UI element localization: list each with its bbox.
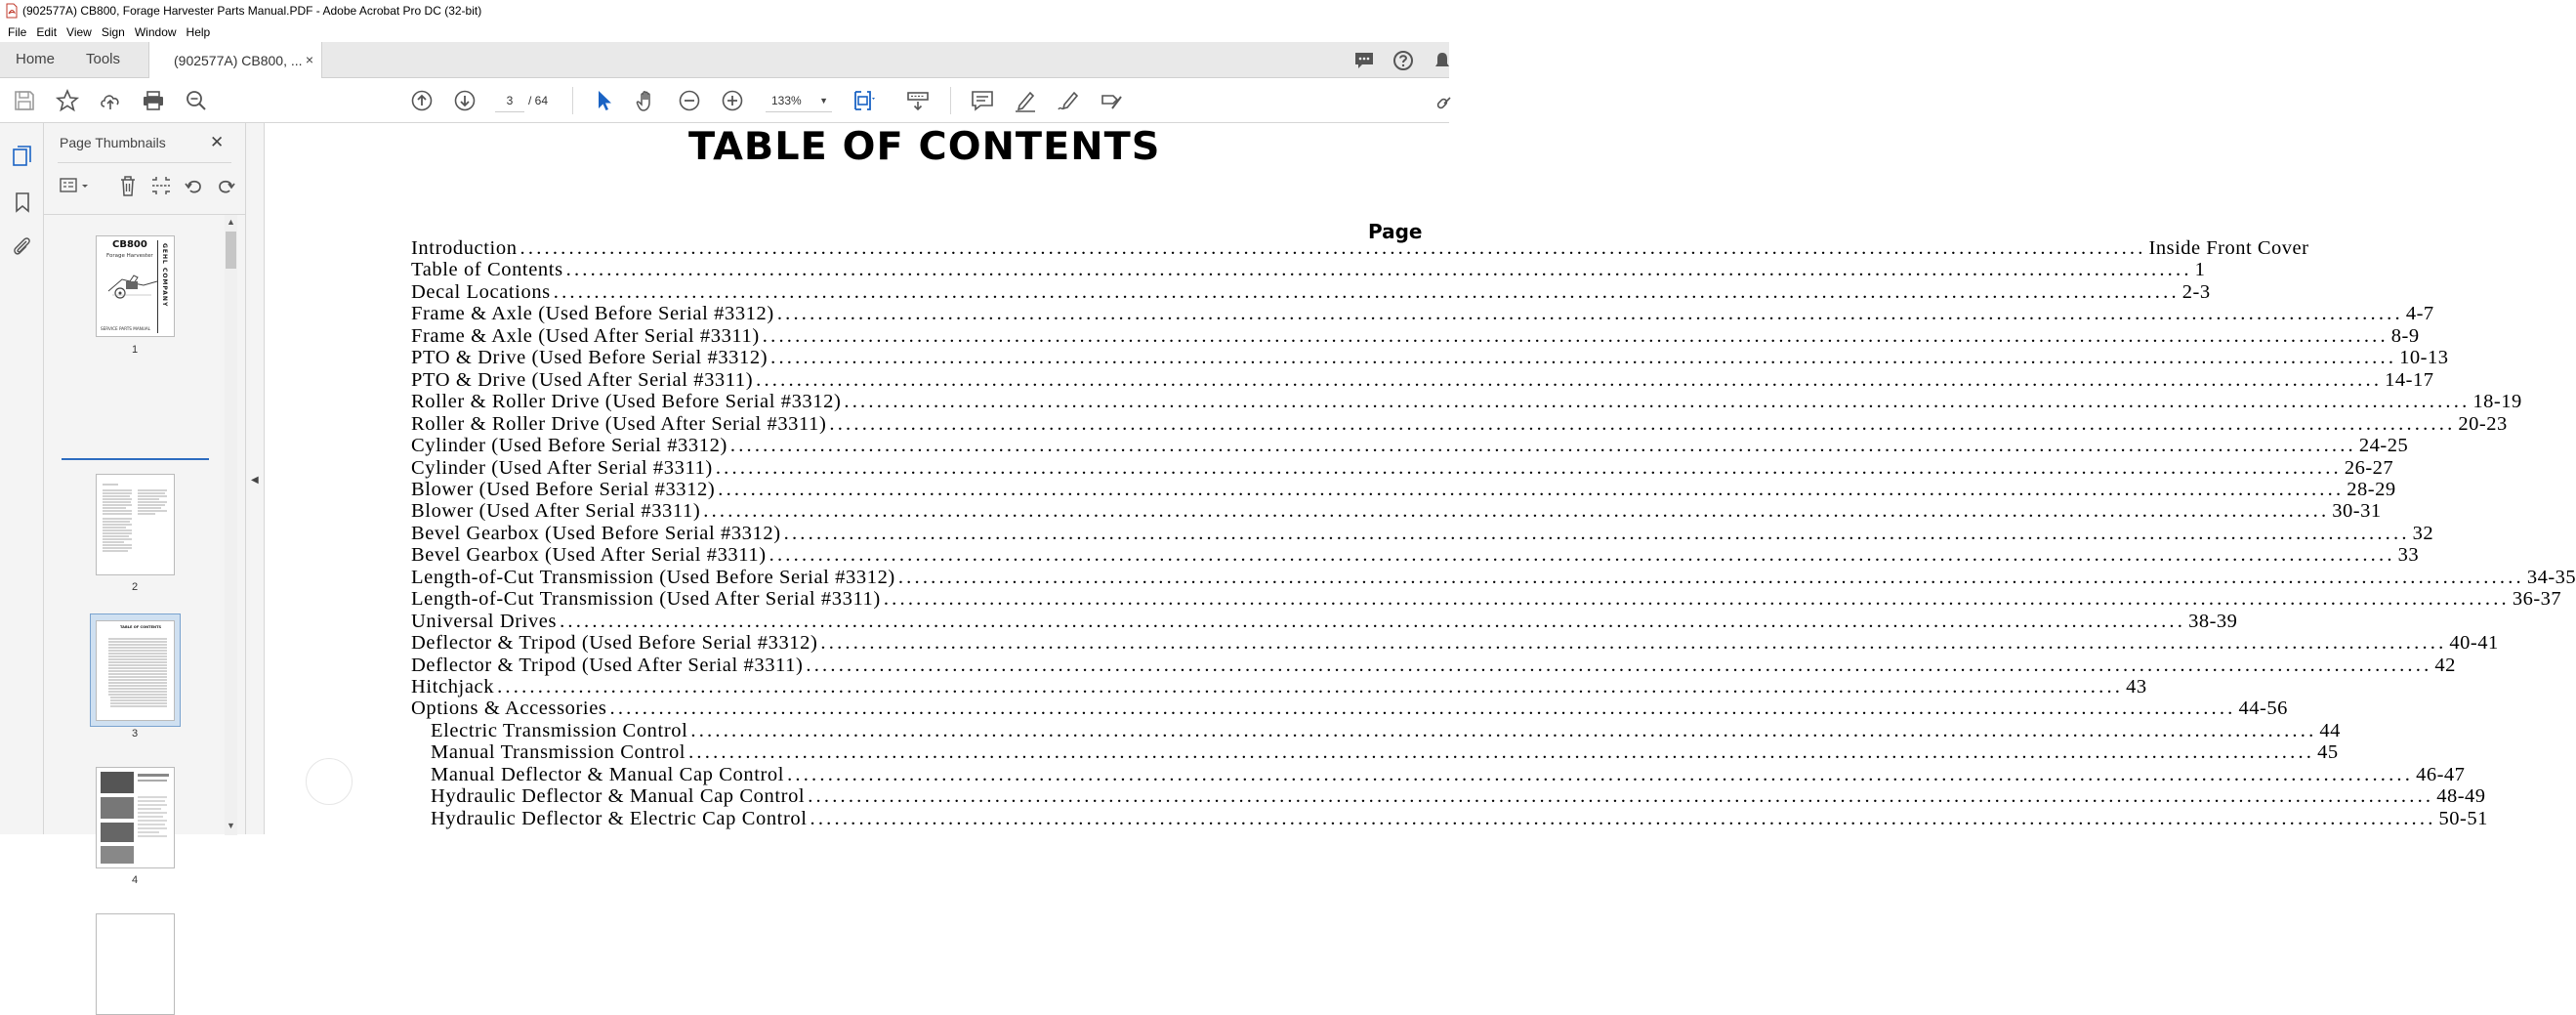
hand-tool-icon[interactable] xyxy=(635,89,658,112)
thumb-page-text-lines xyxy=(97,475,174,574)
toc-entry-title: Decal Locations xyxy=(411,280,551,303)
toc-entry-title: Frame & Axle (Used After Serial #3311) xyxy=(411,324,760,347)
toc-entry-page: 40-41 xyxy=(2449,632,2499,655)
thumb-photo-page xyxy=(97,768,174,867)
toc-entry-title: Table of Contents xyxy=(411,259,563,281)
main-toolbar xyxy=(0,78,1449,123)
acrobat-app-icon xyxy=(6,4,18,18)
toc-entry-title: Blower (Used After Serial #3311) xyxy=(411,500,701,523)
toc-entry-title: PTO & Drive (Used After Serial #3311) xyxy=(411,368,754,391)
window-title: (902577A) CB800, Forage Harvester Parts Manual.PDF - Adobe Acrobat Pro DC (32-bit) xyxy=(22,4,482,18)
toc-entry[interactable] xyxy=(411,544,2420,567)
toc-entry-title: Cylinder (Used After Serial #3311) xyxy=(411,456,713,479)
toc-entry[interactable] xyxy=(411,435,2409,457)
thumbnail-label: 2 xyxy=(131,581,139,593)
previous-page-icon[interactable] xyxy=(410,89,434,112)
page-display-icon[interactable] xyxy=(852,89,875,112)
upload-cloud-icon[interactable] xyxy=(99,89,122,112)
toc-leader-dots: ........................................................................................................................................................................................................ xyxy=(806,654,2432,676)
toc-entry-page: 44-56 xyxy=(2238,698,2288,720)
page-thumbnails-icon[interactable] xyxy=(11,145,34,168)
window-titlebar xyxy=(0,0,1449,21)
toc-entry-title: Hydraulic Deflector & Manual Cap Control xyxy=(431,785,806,808)
toc-entry-title: Introduction xyxy=(411,237,518,259)
toc-leader-dots: ........................................................................................................................................................................................................ xyxy=(783,522,2410,544)
page-column-label: Page xyxy=(1368,220,1423,243)
toc-entry-page: 2-3 xyxy=(2181,280,2211,303)
toc-leader-dots: ........................................................................................................................................................................................................ xyxy=(553,280,2180,303)
thumb-cover-footer: SERVICE PARTS MANUAL xyxy=(101,326,151,331)
toc-entry[interactable] xyxy=(431,741,2339,764)
menu-window[interactable]: Window xyxy=(134,24,177,39)
toc-entry-title: Cylinder (Used Before Serial #3312) xyxy=(411,435,727,457)
thumb-cover-subtitle: Forage Harvester xyxy=(106,253,153,259)
navigation-rail xyxy=(0,123,44,834)
page-number-input[interactable]: 3 xyxy=(495,89,524,112)
toc-entry[interactable] xyxy=(411,324,2420,348)
toc-leader-dots: ........................................................................................................................................................................................................ xyxy=(810,807,2436,829)
toc-entry[interactable] xyxy=(411,237,2309,260)
toc-leader-dots: ........................................................................................................................................................................................................ xyxy=(688,741,2315,764)
chevron-down-icon: ▼ xyxy=(819,96,828,106)
thumb-toc-heading: TABLE OF CONTENTS xyxy=(120,625,162,629)
toc-entry-page: 20-23 xyxy=(2458,412,2508,435)
scan-artifact xyxy=(306,758,353,805)
menu-help[interactable]: Help xyxy=(186,24,211,39)
tab-bar xyxy=(0,42,1449,78)
toc-entry[interactable] xyxy=(411,478,2396,501)
toc-leader-dots: ........................................................................................................................................................................................................ xyxy=(609,698,2236,720)
toc-leader-dots: ........................................................................................................................................................................................................ xyxy=(808,785,2434,808)
toc-leader-dots: ........................................................................................................................................................................................................ xyxy=(787,763,2414,785)
toc-entry[interactable] xyxy=(411,654,2456,677)
toc-entry-title: PTO & Drive (Used Before Serial #3312) xyxy=(411,347,769,369)
page-thumbnail-1[interactable] xyxy=(96,235,175,337)
zoom-level-value: 133% xyxy=(771,94,802,107)
toc-entry-title: Length-of-Cut Transmission (Used After Serial #3311) xyxy=(411,588,881,611)
toc-leader-dots: ........................................................................................................................................................................................................ xyxy=(560,610,2186,632)
insert-page-icon[interactable] xyxy=(150,175,172,196)
select-cursor-icon[interactable] xyxy=(593,89,616,112)
bookmarks-icon[interactable] xyxy=(11,190,34,214)
toc-entry-page: 42 xyxy=(2434,654,2456,676)
menu-bar xyxy=(0,21,1449,42)
toc-entry-page: 1 xyxy=(2194,259,2206,281)
toc-entry[interactable] xyxy=(411,368,2434,392)
thumbnails-list xyxy=(44,214,246,886)
toc-entry-title: Frame & Axle (Used Before Serial #3312) xyxy=(411,303,774,325)
document-heading: TABLE OF CONTENTS xyxy=(688,125,1161,169)
menu-edit[interactable]: Edit xyxy=(36,24,58,39)
tab-home[interactable]: Home xyxy=(16,51,56,67)
toc-entry[interactable] xyxy=(411,347,2449,369)
toc-entry-page: 46-47 xyxy=(2416,763,2466,785)
toc-entry-page: 34-35 xyxy=(2526,566,2576,588)
toc-entry-title: Manual Deflector & Manual Cap Control xyxy=(431,763,785,785)
toc-entry-page: 43 xyxy=(2126,676,2147,698)
toc-entry-page: 14-17 xyxy=(2385,368,2434,391)
toc-entry-page: 45 xyxy=(2317,741,2339,764)
rotate-counterclockwise-icon[interactable] xyxy=(184,175,205,196)
add-comment-icon[interactable] xyxy=(971,89,994,112)
thumbnail-label: 3 xyxy=(131,728,139,740)
toc-entry[interactable] xyxy=(431,785,2486,808)
toc-entry[interactable] xyxy=(411,632,2499,655)
toc-entry-page: 26-27 xyxy=(2344,456,2394,479)
panel-collapse-bar[interactable] xyxy=(246,123,265,834)
attachments-paperclip-icon[interactable] xyxy=(11,234,34,258)
toc-entry[interactable] xyxy=(431,807,2488,830)
document-tab-label: (902577A) CB800, ... xyxy=(174,52,303,68)
zoom-search-icon[interactable] xyxy=(185,89,208,112)
toc-entry-page: 24-25 xyxy=(2358,435,2409,457)
toc-leader-dots: ........................................................................................................................................................................................................ xyxy=(769,544,2395,567)
scroll-mode-icon[interactable] xyxy=(906,89,930,112)
close-panel-icon[interactable]: ✕ xyxy=(210,133,225,151)
toc-entry-title: Bevel Gearbox (Used Before Serial #3312) xyxy=(411,522,781,544)
toc-leader-dots: ........................................................................................................................................................................................................ xyxy=(715,456,2342,479)
toc-entry[interactable] xyxy=(411,522,2434,545)
toc-entry-title: Deflector & Tripod (Used After Serial #3311) xyxy=(411,654,804,676)
toc-entry[interactable] xyxy=(411,698,2288,720)
thumbnail-options-menu[interactable] xyxy=(59,175,92,196)
harvester-illustration xyxy=(104,270,159,301)
toc-leader-dots: ........................................................................................................................................................................................................ xyxy=(690,719,2317,741)
thumbnail-label: 1 xyxy=(131,344,139,356)
toc-entry-title: Roller & Roller Drive (Used Before Serial #3312) xyxy=(411,391,842,413)
toc-leader-dots: ........................................................................................................................................................................................................ xyxy=(776,303,2403,325)
toc-entry-page: 30-31 xyxy=(2332,500,2382,523)
delete-page-icon[interactable] xyxy=(117,175,139,196)
options-list-icon xyxy=(59,175,92,196)
toc-entry[interactable] xyxy=(411,610,2238,633)
toc-entry-page: 18-19 xyxy=(2472,391,2522,413)
toc-entry-title: Electric Transmission Control xyxy=(431,719,688,741)
tab-document[interactable] xyxy=(148,42,322,78)
print-icon[interactable] xyxy=(142,89,165,112)
draw-sign-icon[interactable] xyxy=(1057,89,1080,112)
toc-leader-dots: ........................................................................................................................................................................................................ xyxy=(497,676,2124,698)
page-thumbnail-5[interactable] xyxy=(96,913,175,1015)
zoom-level-select[interactable] xyxy=(766,89,832,112)
notifications-bell-icon[interactable] xyxy=(1432,50,1453,71)
share-link-icon[interactable] xyxy=(1435,89,1459,112)
toc-entry-title: Bevel Gearbox (Used After Serial #3311) xyxy=(411,544,767,567)
toc-entry-page: 8-9 xyxy=(2390,324,2420,347)
toc-entry[interactable] xyxy=(411,566,2576,589)
help-icon[interactable] xyxy=(1392,50,1414,71)
toc-entry-title: Hydraulic Deflector & Electric Cap Control xyxy=(431,807,808,829)
toc-entry[interactable] xyxy=(411,676,2147,698)
toc-entry-title: Blower (Used Before Serial #3312) xyxy=(411,478,716,500)
toc-entry[interactable] xyxy=(411,280,2211,304)
thumb-cover-brand: GEHL COMPANY xyxy=(161,243,168,308)
toc-entry[interactable] xyxy=(411,303,2434,325)
menu-file[interactable]: File xyxy=(8,24,27,39)
toc-entry[interactable] xyxy=(431,719,2341,742)
thumb-toc-lines xyxy=(97,621,174,720)
thumbnails-scrollbar[interactable] xyxy=(225,215,237,835)
toc-entry-page: 44 xyxy=(2319,719,2341,741)
panel-divider xyxy=(58,162,231,163)
toolbar-separator xyxy=(950,87,951,114)
toc-entry-title: Length-of-Cut Transmission (Used Before Serial #3312) xyxy=(411,566,895,588)
page-thumbnail-2[interactable] xyxy=(96,474,175,575)
toc-entry-title: Deflector & Tripod (Used Before Serial #3312) xyxy=(411,632,818,655)
toc-entry-title: Options & Accessories xyxy=(411,698,607,720)
rotate-clockwise-icon[interactable] xyxy=(215,175,236,196)
zoom-in-icon[interactable] xyxy=(721,89,744,112)
thumbnail-label: 4 xyxy=(131,874,139,886)
toc-entry[interactable] xyxy=(411,500,2382,523)
collapse-left-arrow-icon[interactable]: ◀ xyxy=(251,475,259,486)
toc-leader-dots: ........................................................................................................................................................................................................ xyxy=(756,368,2383,391)
toc-leader-dots: ........................................................................................................................................................................................................ xyxy=(770,347,2397,369)
page-total: / 64 xyxy=(528,94,549,107)
toc-entry[interactable] xyxy=(431,763,2466,786)
fill-sign-icon[interactable] xyxy=(1100,89,1123,112)
page-thumbnails-panel xyxy=(44,123,246,886)
thumb-cover-title: CB800 xyxy=(112,239,147,250)
document-view[interactable] xyxy=(265,123,2576,834)
toc-leader-dots: ........................................................................................................................................................................................................ xyxy=(703,500,2330,523)
scrollbar-thumb[interactable] xyxy=(226,232,236,269)
toc-entry-page: 28-29 xyxy=(2347,478,2396,500)
thumb-cover-brand-strip xyxy=(157,240,169,333)
toc-entry[interactable] xyxy=(411,456,2394,480)
toc-entry-page: 36-37 xyxy=(2512,588,2562,611)
toc-leader-dots: ........................................................................................................................................................................................................ xyxy=(844,391,2471,413)
comment-bubble-icon[interactable] xyxy=(1353,50,1375,71)
toc-entry[interactable] xyxy=(411,259,2206,281)
toc-entry-title: Universal Drives xyxy=(411,610,558,632)
toc-entry[interactable] xyxy=(411,588,2562,611)
toolbar-separator xyxy=(572,87,573,114)
toc-entry-page: 32 xyxy=(2412,522,2434,544)
toc-entry[interactable] xyxy=(411,412,2508,436)
bookmark-star-icon[interactable] xyxy=(56,89,79,112)
toc-entry-title: Manual Transmission Control xyxy=(431,741,686,764)
toc-entry-page: 4-7 xyxy=(2405,303,2434,325)
menu-sign[interactable]: Sign xyxy=(101,24,125,39)
toc-leader-dots: ........................................................................................................................................................................................................ xyxy=(729,435,2356,457)
toc-leader-dots: ........................................................................................................................................................................................................ xyxy=(718,478,2345,500)
scroll-down-arrow-icon[interactable]: ▼ xyxy=(227,821,235,830)
toc-leader-dots: ........................................................................................................................................................................................................ xyxy=(829,412,2456,435)
menu-view[interactable]: View xyxy=(66,24,92,39)
toc-entry-title: Roller & Roller Drive (Used After Serial #3311) xyxy=(411,412,827,435)
toc-leader-dots: ........................................................................................................................................................................................................ xyxy=(519,237,2146,259)
page-thumbnail-4[interactable] xyxy=(96,767,175,868)
save-icon[interactable] xyxy=(13,89,36,112)
toc-leader-dots: ........................................................................................................................................................................................................ xyxy=(883,588,2510,611)
highlight-pen-icon[interactable] xyxy=(1014,89,1037,112)
thumbnail-focus-underline xyxy=(62,458,209,460)
toc-entry[interactable] xyxy=(411,391,2522,413)
toc-leader-dots: ........................................................................................................................................................................................................ xyxy=(897,566,2524,588)
next-page-icon[interactable] xyxy=(453,89,477,112)
page-thumbnail-3[interactable] xyxy=(96,620,175,721)
close-tab-icon[interactable]: × xyxy=(305,52,313,67)
panel-title: Page Thumbnails xyxy=(60,135,166,150)
tab-tools[interactable]: Tools xyxy=(86,51,121,67)
toc-entry-page: 10-13 xyxy=(2399,347,2449,369)
toc-entry-page: 50-51 xyxy=(2438,807,2488,829)
toc-entry-title: Hitchjack xyxy=(411,676,495,698)
toc-entry-page: 38-39 xyxy=(2188,610,2238,632)
toc-entry-page: 48-49 xyxy=(2436,785,2486,808)
toc-entry-page: Inside Front Cover xyxy=(2148,237,2309,259)
zoom-out-icon[interactable] xyxy=(678,89,701,112)
toc-leader-dots: ........................................................................................................................................................................................................ xyxy=(762,324,2389,347)
toc-entry-page: 33 xyxy=(2397,544,2420,567)
scroll-up-arrow-icon[interactable]: ▲ xyxy=(227,217,235,227)
toc-leader-dots: ........................................................................................................................................................................................................ xyxy=(820,632,2447,655)
toc-leader-dots: ........................................................................................................................................................................................................ xyxy=(565,259,2192,281)
